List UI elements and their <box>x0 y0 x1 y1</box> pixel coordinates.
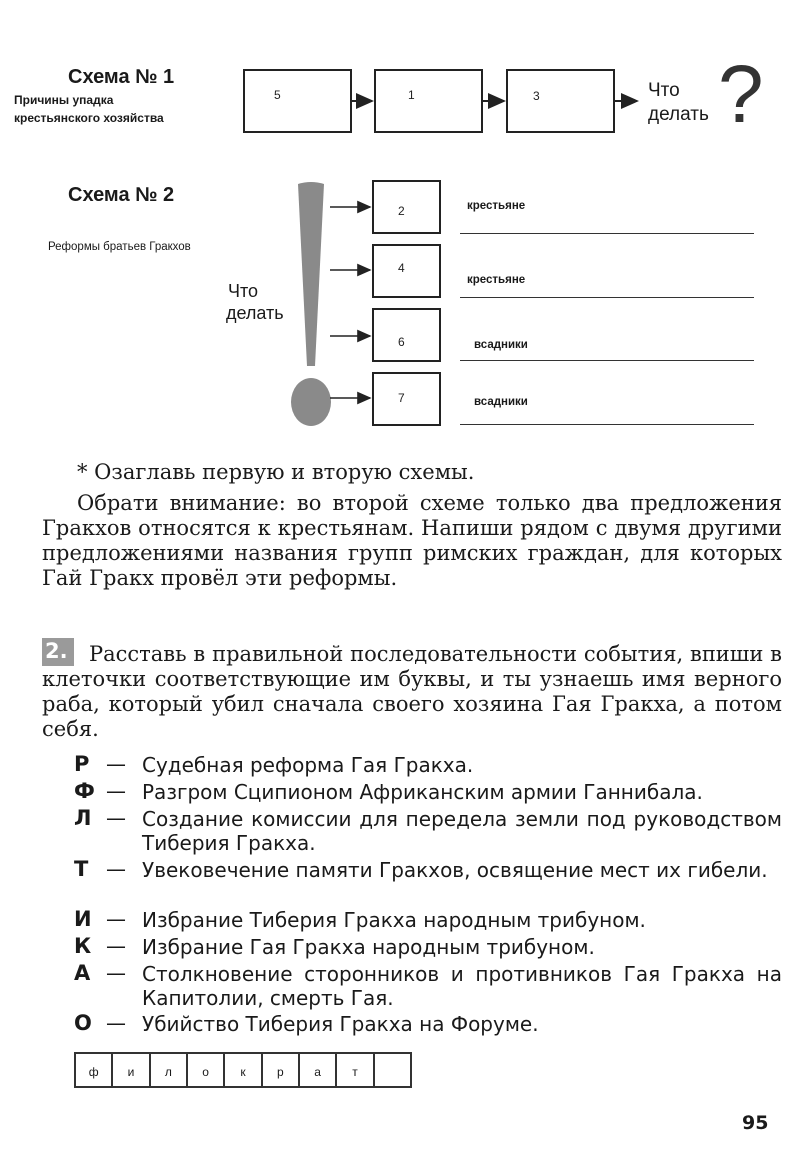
event-dash: — <box>106 907 126 931</box>
event-text: Разгром Сципионом Африканским армии Ганнибала. <box>142 780 703 804</box>
scheme1-subtitle-line1: Причины упадка <box>14 93 114 107</box>
event-text: Избрание Гая Гракха народным трибуном. <box>142 935 595 959</box>
scheme1-box-3-number: 3 <box>533 89 540 103</box>
scheme2-box-3 <box>372 308 441 362</box>
event-text: Столкновение сторонников и противников Гая Гракха на Капитолии, смерть Гая. <box>142 962 782 1010</box>
scheme2-box-4 <box>372 372 441 426</box>
event-text: Создание комиссии для передела земли под руководством Тиберия Гракха. <box>142 807 782 855</box>
scheme1-title: Схема № 1 <box>68 66 175 88</box>
scheme2-answer-2: крестьяне <box>467 274 526 286</box>
answer-cell[interactable]: к <box>225 1054 262 1086</box>
scheme2-answer-line-4 <box>460 424 754 425</box>
answer-cell[interactable] <box>375 1054 410 1086</box>
scheme2-subtitle: Реформы братьев Гракхов <box>48 241 191 253</box>
event-dash: — <box>106 806 126 830</box>
answer-cell[interactable]: а <box>300 1054 337 1086</box>
task2-paragraph: Расставь в правильной последовательности события, впиши в клеточки соответствующие им буквы, и ты узнаешь имя верного раба, который убил сначала своего хозяина Гая Гракха, а потом себя. <box>42 642 782 741</box>
answer-cell[interactable]: т <box>337 1054 374 1086</box>
event-letter: К <box>74 934 92 958</box>
event-dash: — <box>106 779 126 803</box>
event-letter: О <box>74 1011 92 1035</box>
event-text: Увековечение памяти Гракхов, освящение мест их гибели. <box>142 858 768 882</box>
scheme2-answer-line-2 <box>460 297 754 298</box>
scheme2-question-line1: Что <box>228 281 259 301</box>
event-text: Судебная реформа Гая Гракха. <box>142 753 474 777</box>
event-text: Избрание Тиберия Гракха народным трибуном. <box>142 908 646 932</box>
event-dash: — <box>106 752 126 776</box>
event-letter: Л <box>74 806 92 830</box>
event-dash: — <box>106 961 126 985</box>
scheme2-box-1-number: 2 <box>398 204 405 218</box>
scheme2-answer-line-3 <box>460 360 754 361</box>
scheme2-answer-3: всадники <box>474 339 528 351</box>
scheme1-question-line2: делать <box>648 104 709 125</box>
answer-cell[interactable]: р <box>263 1054 300 1086</box>
scheme2-question-line2: делать <box>226 303 284 323</box>
scheme2-answer-1: крестьяне <box>467 200 526 212</box>
scheme2-title: Схема № 2 <box>68 184 175 206</box>
scheme2-answer-line-1 <box>460 233 754 234</box>
event-text: Убийство Тиберия Гракха на Форуме. <box>142 1012 539 1036</box>
task1-instruction: * Озаглавь первую и вторую схемы. <box>77 460 475 484</box>
scheme2-box-3-number: 6 <box>398 335 405 349</box>
scheme2-box-2-number: 4 <box>398 261 405 275</box>
scheme1-question-line1: Что <box>648 80 680 101</box>
scheme2-answer-4: всадники <box>474 396 528 408</box>
scheme2-box-1 <box>372 180 441 234</box>
event-letter: И <box>74 907 92 931</box>
event-letter: А <box>74 961 91 985</box>
event-dash: — <box>106 934 126 958</box>
task2-number: 2. <box>45 639 68 663</box>
answer-cell[interactable]: ф <box>76 1054 113 1086</box>
answer-cell[interactable]: и <box>113 1054 150 1086</box>
scheme2-box-2 <box>372 244 441 298</box>
question-mark-icon: ? <box>718 49 764 140</box>
page-number: 95 <box>742 1112 769 1134</box>
event-dash: — <box>106 1011 126 1035</box>
scheme2-box-4-number: 7 <box>398 391 405 405</box>
answer-cell[interactable]: л <box>151 1054 188 1086</box>
answer-cell[interactable]: о <box>188 1054 225 1086</box>
event-dash: — <box>106 857 126 881</box>
answer-grid <box>74 1052 412 1088</box>
scheme1-box-2-number: 1 <box>408 88 415 102</box>
scheme1-box-1-number: 5 <box>274 88 281 102</box>
event-letter: Ф <box>74 779 95 803</box>
event-letter: Т <box>74 857 89 881</box>
scheme1-subtitle-line2: крестьянского хозяйства <box>14 111 164 125</box>
task1-paragraph: Обрати внимание: во второй схеме только два предложения Гракхов относятся к крестьянам. Напиши рядом с двумя другими предложениями названия групп римских граждан, для которых Гай Гракх провёл эти реформы. <box>42 491 782 590</box>
event-letter: Р <box>74 752 90 776</box>
